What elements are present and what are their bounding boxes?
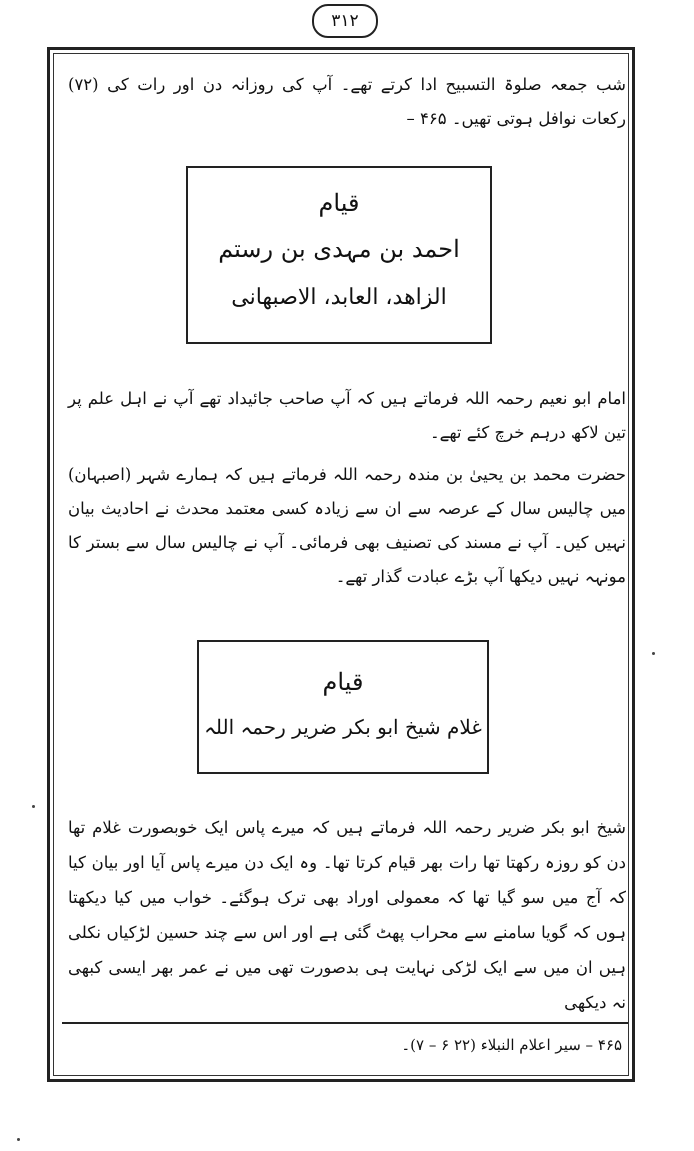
paragraph-3: حضرت محمد بن یحییٰ بن مندہ رحمہ اللہ فرماتے ہیں کہ ہمارے شہر (اصبہان) میں چالیس سال کے عرصہ سے ان سے زیادہ کسی معتمد محدث نے احادیث بیان نہیں کیں۔ آپ نے مسند کی تصنیف بھی فرمائی۔ آپ نے چالیس سال سے بستر کا مونہہ نہیں دیکھا آپ بڑے عبادت گذار تھے۔	[68, 465, 626, 586]
scan-speck	[652, 652, 655, 655]
paragraph-2: امام ابو نعیم رحمہ اللہ فرماتے ہیں کہ آپ صاحب جائیداد تھے آپ نے اہل علم پر تین لاکھ درہم خرچ کئے تھے۔	[68, 389, 626, 442]
heading-1-name: احمد بن مہدی بن رستم	[218, 235, 460, 263]
heading-2-name: غلام شیخ ابو بکر ضریر رحمہ اللہ	[204, 715, 482, 739]
paragraph-4: شیخ ابو بکر ضریر رحمہ اللہ فرماتے ہیں کہ میرے پاس ایک خوبصورت غلام تھا دن کو روزہ رکھتا تھا رات بھر قیام کرتا تھا۔ وہ ایک دن میرے پاس آیا اور بیان کیا کہ آج میں سو گیا تھا کہ معمولی اوراد بھی ترک ہوگئے۔ خواب میں کیا دیکھتا ہوں کہ گویا سامنے سے محراب پھٹ گئی ہے اور اس سے چند حسین لڑکیاں نکلی ہیں ان میں سے ایک لڑکی نہایت ہی بدصورت تھی میں نے عمر بھر ایسی کبھی نہ دیکھی	[68, 818, 626, 1012]
heading-1-label: قیام	[318, 189, 360, 217]
heading-box-1	[186, 166, 492, 344]
heading-2-label: قیام	[322, 668, 364, 696]
footnote-rule	[62, 1022, 628, 1024]
scan-speck	[32, 805, 35, 808]
footnote: ۴۶۵ – سیر اعلام النبلاء (۲۲ ۶ – ۷)۔	[401, 1036, 622, 1054]
scan-speck	[17, 1138, 20, 1141]
heading-box-2	[197, 640, 489, 774]
intro-paragraph: شب جمعہ صلوۃ التسبیح ادا کرتے تھے۔ آپ کی روزانہ دن اور رات کی (۷۲) رکعات نوافل ہوتی تھیں۔ ۴۶۵ –	[68, 75, 626, 128]
heading-1-title: الزاھد، العابد، الاصبھانی	[231, 285, 447, 310]
page-number: ۳۱۲	[312, 4, 378, 38]
